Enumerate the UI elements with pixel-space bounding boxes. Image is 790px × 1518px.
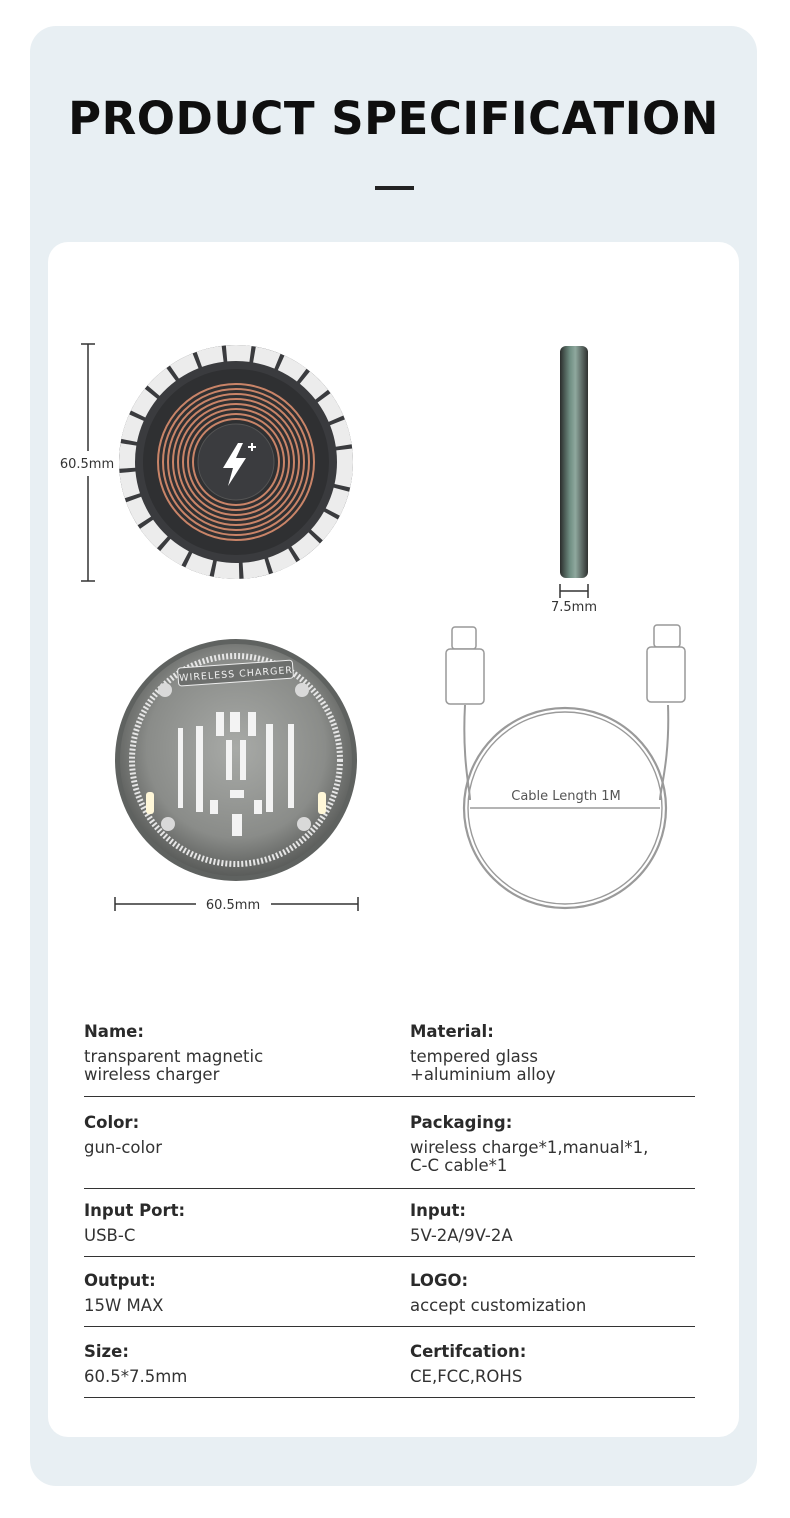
spec-row [84, 1271, 695, 1327]
spec-row [84, 1201, 695, 1257]
spec-value: wireless charge*1,manual*1, C-C cable*1 [410, 1138, 649, 1175]
spec-cell-output [84, 1271, 384, 1315]
spec-label: Size: [84, 1342, 129, 1361]
cable-length-label: Cable Length 1M [511, 789, 621, 804]
usb-c-cable [464, 705, 668, 908]
spec-cell-input [410, 1201, 695, 1245]
spec-label: LOGO: [410, 1271, 469, 1290]
page-title: PRODUCT SPECIFICATION [68, 92, 719, 145]
spec-label: Input Port: [84, 1201, 186, 1220]
usb-c-connector-left [446, 627, 484, 704]
spec-cell-size [84, 1342, 384, 1386]
spec-row [84, 1113, 695, 1189]
spec-value: 5V-2A/9V-2A [410, 1226, 513, 1245]
side-profile [560, 346, 588, 578]
back-view-charger [115, 639, 358, 913]
side-view-charger [551, 346, 597, 615]
spec-label: Packaging: [410, 1113, 513, 1132]
spec-label: Material: [410, 1022, 494, 1041]
spec-cell-color [84, 1113, 384, 1157]
spec-row [84, 1342, 695, 1398]
spec-cell-packaging [410, 1113, 695, 1175]
spec-value: transparent magnetic wireless charger [84, 1047, 264, 1084]
spec-value: 15W MAX [84, 1296, 164, 1315]
spec-value: gun-color [84, 1138, 162, 1157]
side-thickness-label: 7.5mm [550, 600, 598, 615]
spec-cell-input-port [84, 1201, 384, 1245]
back-width-label: 60.5mm [205, 898, 261, 913]
spec-label: Input: [410, 1201, 466, 1220]
spec-value: accept customization [410, 1296, 587, 1315]
spec-value: 60.5*7.5mm [84, 1367, 188, 1386]
spec-row [84, 1022, 695, 1097]
spec-label: Output: [84, 1271, 156, 1290]
back-ring-text: WIRELESS CHARGER [178, 665, 294, 684]
front-view-charger [60, 344, 353, 581]
spec-value: tempered glass +aluminium alloy [410, 1047, 556, 1084]
front-height-label: 60.5mm [59, 457, 115, 472]
spec-label: Certifcation: [410, 1342, 527, 1361]
spec-cell-certification [410, 1342, 695, 1386]
spec-value: CE,FCC,ROHS [410, 1367, 523, 1386]
spec-value: USB-C [84, 1226, 136, 1245]
spec-cell-material [410, 1022, 695, 1084]
usb-c-connector-right [647, 625, 685, 702]
spec-cell-name [84, 1022, 384, 1084]
spec-label: Color: [84, 1113, 140, 1132]
spec-cell-logo [410, 1271, 695, 1315]
spec-label: Name: [84, 1022, 144, 1041]
